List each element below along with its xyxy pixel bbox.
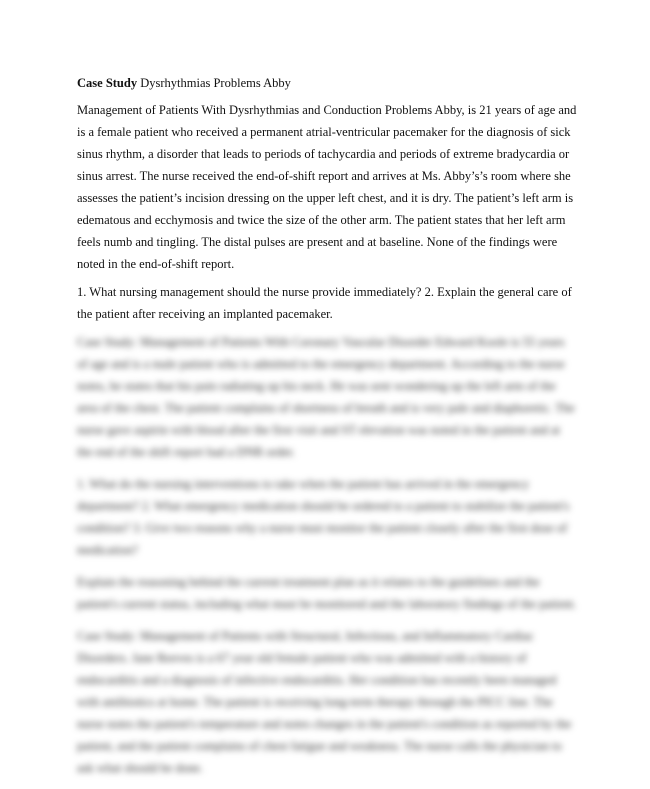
- heading-bold: Case Study: [77, 76, 138, 90]
- heading-title: Dysrhythmias Problems Abby: [137, 76, 291, 90]
- questions-paragraph: 1. What nursing management should the nurse provide immediately? 2. Explain the general care of the patient after receiving an implanted pacemaker.: [77, 285, 572, 321]
- blurred-preview-content: [77, 331, 577, 779]
- blurred-paragraph: Case Study: Management of Patients with Structural, Infectious, and Inflammatory Cardiac Disorders. Jane Reeves is a 67 year old female patient who was admitted with a history of endocarditis and a diagnosis of infective endocarditis. Her condition has recently been managed with antibiotics at home. The patient is receiving long-term therapy through the PICC line. The nurse notes the patient's temperature and notes changes in the patient's condition as reported by the patient, and the patient complains of chest fatigue and weakness. The nurse calls the physician to ask what should be done.: [77, 629, 572, 775]
- blurred-paragraph: Case Study: Management of Patients With Coronary Vascular Disorder Edward Koole is 55 years of age and is a male patient who is admitted to the emergency department. According to the nurse notes, he states that his pain radiating up his neck. He was sent wondering up the left arm of the area of the chest. The patient complains of shortness of breath and is very pale and diaphoretic. The nurse gave aspirin with blood after the first visit and ST elevation was noted in the patient and at the end of the shift report had a DNR order.: [77, 335, 575, 459]
- case-study-heading: [77, 72, 577, 94]
- case-description-paragraph: Management of Patients With Dysrhythmias and Conduction Problems Abby, is 21 years of age and is a female patient who received a permanent atrial-ventricular pacemaker for the diagnosis of sick sinus rhythm, a disorder that leads to periods of tachycardia and periods of extreme bradycardia or sinus arrest. The nurse received the end-of-shift report and arrives at Ms. Abby’s’s room where she assesses the patient’s incision dressing on the upper left chest, and it is dry. The patient’s left arm is edematous and ecchymosis and twice the size of the other arm. The patient states that her left arm feels numb and tingling. The distal pulses are present and at baseline. None of the findings were noted in the end-of-shift report.: [77, 103, 577, 271]
- blurred-paragraph: Explain the reasoning behind the current treatment plan as it relates to the guidelines and the patient's current status, including what must be monitored and the laboratory findings of the patient.: [77, 575, 577, 611]
- document-page: [77, 72, 577, 789]
- blurred-paragraph: 1. What do the nursing interventions to take when the patient has arrived in the emergency department? 2. What emergency medication should be ordered to a patient to stabilize the patient's condition? 3. Give two reasons why a nurse must monitor the patient closely after the first dose of medication?: [77, 477, 570, 557]
